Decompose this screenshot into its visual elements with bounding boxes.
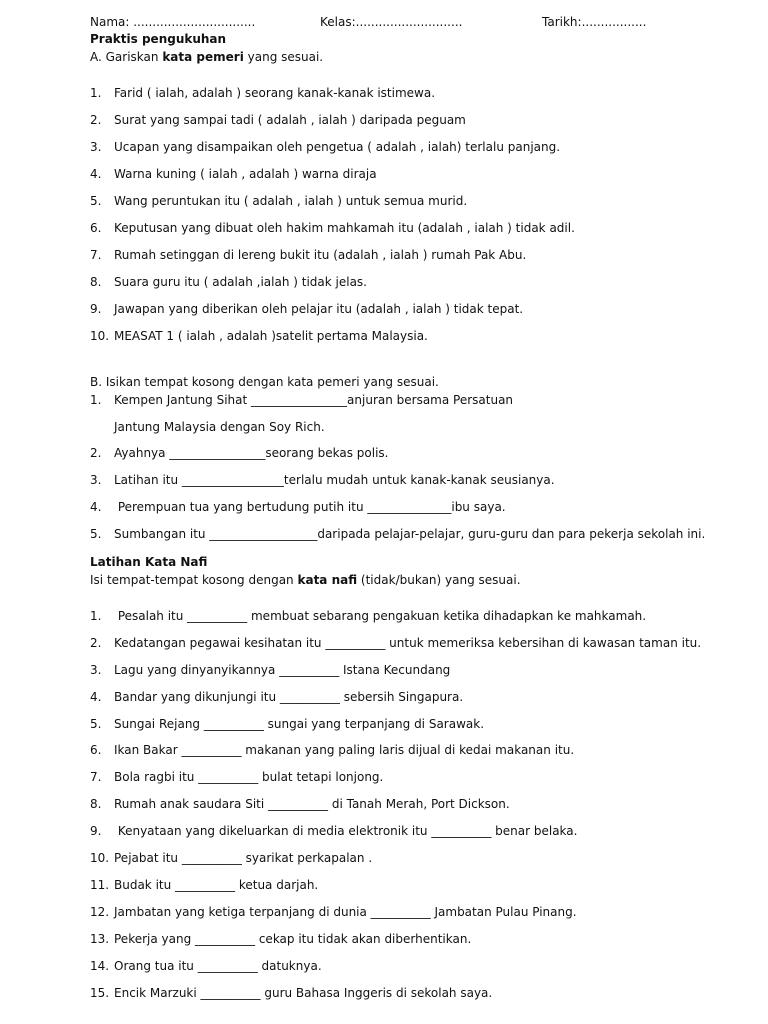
- section-c-item: [90, 663, 450, 678]
- section-a-item: [90, 194, 467, 209]
- class-field: Kelas:............................: [320, 15, 463, 29]
- section-a-heading: Praktis pengukuhan: [90, 32, 227, 46]
- section-a-instruction-post: yang sesuai.: [243, 50, 324, 64]
- header-row: [0, 15, 768, 31]
- item-number: 12.: [90, 905, 110, 919]
- item-text: Pejabat itu __________ syarikat perkapalan .: [114, 851, 373, 865]
- section-c-item: [90, 770, 383, 785]
- item-number: 1.: [90, 609, 102, 623]
- item-number: 4.: [90, 500, 102, 514]
- item-number: 2.: [90, 636, 102, 650]
- section-c-instruction: [90, 573, 521, 588]
- item-text: Pesalah itu __________ membuat sebarang pengakuan ketika dihadapkan ke mahkamah.: [114, 609, 647, 623]
- item-text: Orang tua itu __________ datuknya.: [114, 959, 322, 973]
- section-a-item: [90, 86, 435, 101]
- item-text: Keputusan yang dibuat oleh hakim mahkamah itu (adalah , ialah ) tidak adil.: [114, 221, 575, 235]
- item-number: 6.: [90, 221, 102, 235]
- item-number: 2.: [90, 446, 102, 460]
- section-a-item: [90, 275, 367, 290]
- item-number: 8.: [90, 275, 102, 289]
- item-number: 3.: [90, 473, 102, 487]
- section-c-item: [90, 636, 701, 651]
- item-number: 1.: [90, 393, 102, 407]
- name-field: Nama: ................................: [90, 15, 256, 29]
- date-field: Tarikh:.................: [542, 15, 647, 29]
- section-b-item: [90, 500, 506, 515]
- item-text: Bandar yang dikunjungi itu __________ sebersih Singapura.: [114, 690, 464, 704]
- item-number: 3.: [90, 663, 102, 677]
- item-number: 14.: [90, 959, 110, 973]
- section-c-instruction-pre: Isi tempat-tempat kosong dengan: [90, 573, 298, 587]
- section-b-item: [90, 446, 388, 461]
- item-text: Lagu yang dinyanyikannya __________ Istana Kecundang: [114, 663, 451, 677]
- section-c-item: [90, 824, 577, 839]
- section-c-item: [90, 690, 463, 705]
- item-text: Kedatangan pegawai kesihatan itu __________ untuk memeriksa kebersihan di kawasan taman itu.: [114, 636, 702, 650]
- item-number: 7.: [90, 248, 102, 262]
- section-c-item: [90, 851, 372, 866]
- section-c-item: [90, 986, 492, 1001]
- section-a-item: [90, 140, 560, 155]
- item-text: Pekerja yang __________ cekap itu tidak akan diberhentikan.: [114, 932, 472, 946]
- section-a-instruction-bold: kata pemeri: [162, 50, 244, 64]
- section-b-instruction: B. Isikan tempat kosong dengan kata pemeri yang sesuai.: [90, 375, 439, 389]
- item-text: Surat yang sampai tadi ( adalah , ialah ) daripada peguam: [114, 113, 466, 127]
- item-number: 2.: [90, 113, 102, 127]
- item-number: 7.: [90, 770, 102, 784]
- item-text: MEASAT 1 ( ialah , adalah )satelit pertama Malaysia.: [114, 329, 428, 343]
- item-text: Kempen Jantung Sihat ________________anjuran bersama Persatuan: [114, 393, 514, 407]
- item-number: 9.: [90, 302, 102, 316]
- section-c-item: [90, 959, 322, 974]
- section-c-item: [90, 797, 510, 812]
- section-c-item: [90, 717, 484, 732]
- section-c-instruction-post: (tidak/bukan) yang sesuai.: [357, 573, 521, 587]
- item-number: 4.: [90, 690, 102, 704]
- item-number: 11.: [90, 878, 110, 892]
- item-text: Jambatan yang ketiga terpanjang di dunia __________ Jambatan Pulau Pinang.: [114, 905, 577, 919]
- item-text: Sumbangan itu __________________daripada pelajar-pelajar, guru-guru dan para pekerja sekolah ini.: [114, 527, 706, 541]
- item-text: Farid ( ialah, adalah ) seorang kanak-kanak istimewa.: [114, 86, 436, 100]
- section-b-item: [90, 527, 705, 542]
- item-number: 15.: [90, 986, 110, 1000]
- item-number: 13.: [90, 932, 110, 946]
- section-a-item: [90, 329, 428, 344]
- item-text: Budak itu __________ ketua darjah.: [114, 878, 319, 892]
- item-text: Sungai Rejang __________ sungai yang terpanjang di Sarawak.: [114, 717, 485, 731]
- item-text: Bola ragbi itu __________ bulat tetapi lonjong.: [114, 770, 384, 784]
- item-text: Perempuan tua yang bertudung putih itu ______________ibu saya.: [114, 500, 506, 514]
- item-text: Latihan itu _________________terlalu mudah untuk kanak-kanak seusianya.: [114, 473, 555, 487]
- section-a-instruction-pre: A. Gariskan: [90, 50, 163, 64]
- section-a-item: [90, 113, 466, 128]
- item-number: 5.: [90, 527, 102, 541]
- item-text: Jawapan yang diberikan oleh pelajar itu (adalah , ialah ) tidak tepat.: [114, 302, 524, 316]
- section-b-item-continuation: [114, 420, 325, 435]
- item-number: 3.: [90, 140, 102, 154]
- section-c-heading: Latihan Kata Nafi: [90, 555, 208, 569]
- item-text: Rumah setinggan di lereng bukit itu (adalah , ialah ) rumah Pak Abu.: [114, 248, 527, 262]
- section-a-item: [90, 167, 377, 182]
- item-number: 4.: [90, 167, 102, 181]
- section-c-item: [90, 878, 318, 893]
- item-number: 5.: [90, 717, 102, 731]
- section-c-item: [90, 932, 471, 947]
- item-number: 8.: [90, 797, 102, 811]
- item-number: 5.: [90, 194, 102, 208]
- item-text: Ikan Bakar __________ makanan yang paling laris dijual di kedai makanan itu.: [114, 743, 575, 757]
- section-a-item: [90, 221, 575, 236]
- section-a-item: [90, 302, 523, 317]
- item-text: Jantung Malaysia dengan Soy Rich.: [114, 420, 325, 434]
- item-number: 1.: [90, 86, 102, 100]
- item-text: Rumah anak saudara Siti __________ di Tanah Merah, Port Dickson.: [114, 797, 510, 811]
- item-number: 6.: [90, 743, 102, 757]
- section-c-item: [90, 743, 574, 758]
- item-text: Encik Marzuki __________ guru Bahasa Inggeris di sekolah saya.: [114, 986, 493, 1000]
- item-number: 10.: [90, 329, 110, 343]
- item-text: Kenyataan yang dikeluarkan di media elektronik itu __________ benar belaka.: [114, 824, 578, 838]
- section-b-item: [90, 473, 555, 488]
- section-b-item: [90, 393, 513, 408]
- section-c-instruction-bold: kata nafi: [297, 573, 358, 587]
- section-c-item: [90, 905, 577, 920]
- item-number: 9.: [90, 824, 102, 838]
- item-text: Wang peruntukan itu ( adalah , ialah ) untuk semua murid.: [114, 194, 468, 208]
- section-a-instruction: [90, 50, 323, 65]
- item-text: Suara guru itu ( adalah ,ialah ) tidak jelas.: [114, 275, 367, 289]
- section-c-item: [90, 609, 646, 624]
- section-a-item: [90, 248, 526, 263]
- item-text: Ucapan yang disampaikan oleh pengetua ( adalah , ialah) terlalu panjang.: [114, 140, 561, 154]
- item-text: Warna kuning ( ialah , adalah ) warna diraja: [114, 167, 377, 181]
- item-text: Ayahnya ________________seorang bekas polis.: [114, 446, 389, 460]
- item-number: 10.: [90, 851, 110, 865]
